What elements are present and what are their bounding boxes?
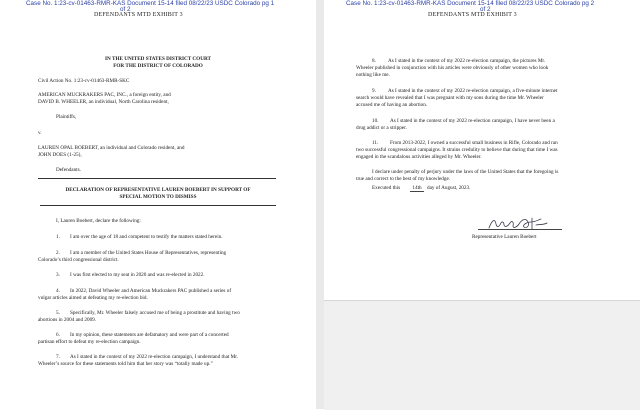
paragraph-text: From 2013-2022, I owned a successful small business in Rifle, Colorado and ran <box>390 140 558 146</box>
paragraph-text: In my opinion, these statements are defamatory and were part of a concerted <box>70 332 229 338</box>
defendant-line2: JOHN DOES (1-25), <box>38 152 82 158</box>
paragraph-text: In 2022, David Wheeler and American Muckrakers PAC published a series of <box>70 288 232 294</box>
declaration-title-line2: SPECIAL MOTION TO DISMISS <box>119 194 197 200</box>
defendants-label: Defendants. <box>56 167 81 173</box>
paragraph-number: 7. <box>56 354 60 360</box>
paragraph-text: search would have revealed that I was pregnant with my sons during the time Mr. Wheeler <box>356 95 544 101</box>
plaintiff-line2: DAVID B. WHEELER, an individual, North Carolina resident, <box>38 99 169 105</box>
declaration-title-line1: DECLARATION OF REPRESENTATIVE LAUREN BOEBERT IN SUPPORT OF <box>65 187 251 193</box>
paragraph-text: I am a member of the United States House of Representatives, representing <box>70 250 227 256</box>
paragraph-text: engaged in the scandalous activities alleged by Mr. Wheeler. <box>356 154 482 160</box>
paragraph-number: 10. <box>372 118 379 124</box>
caption-divider <box>38 178 276 179</box>
paragraph-text: I am over the age of 18 and competent to testify the matters stated herein. <box>70 234 223 240</box>
paragraph-text: Wheeler published in conjunction with his articles were obviously of other women who look <box>356 65 549 71</box>
executed-suffix: day of August, 2023. <box>427 185 471 191</box>
viewer-background <box>324 300 640 410</box>
paragraph-text: Wheeler’s source for these statements told him that her story was “totally made up.” <box>38 361 213 367</box>
paragraph-text: drug addict or a stripper. <box>356 125 407 131</box>
paragraph-text: As I stated in the context of my 2022 re-election campaign, the pictures Mr. <box>388 58 546 64</box>
paragraph-number: 6. <box>56 332 60 338</box>
paragraph-text: partisan effort to defeat my re-election campaign. <box>38 339 141 345</box>
paragraph-text: accused me of having an abortion. <box>356 102 428 108</box>
paragraph-text: As I stated in the context of my 2022 re-election campaign, a five-minute internet <box>388 88 558 94</box>
paragraph-number: 2. <box>56 250 60 256</box>
signature-caption: Representative Lauren Boebert <box>472 234 537 240</box>
plaintiff-line1: AMERICAN MUCKRAKERS PAC, INC., a foreign entity, and <box>38 92 171 98</box>
paragraph-number: 4. <box>56 288 60 294</box>
paragraph-text: Specifically, Mr. Wheeler falsely accused me of being a prostitute and having two <box>70 310 240 316</box>
document-page-1 <box>0 0 316 409</box>
court-name-line2: FOR THE DISTRICT OF COLORADO <box>113 63 203 69</box>
paragraph-number: 9. <box>372 88 376 94</box>
versus-label: v. <box>38 130 42 136</box>
paragraph-text: two successful congressional campaigns. It strains credulity to believe that during that time I was <box>356 147 558 153</box>
paragraph-text: I was first elected to my seat in 2020 and was re-elected in 2022. <box>70 272 205 278</box>
exhibit-label: DEFENDANTS MTD EXHIBIT 3 <box>428 12 517 18</box>
defendant-line1: LAUREN OPAL BOEBERT, an individual and Colorado resident, and <box>38 145 185 151</box>
paragraph-number: 3. <box>56 272 60 278</box>
court-filing-stamp: Case No. 1:23-cv-01463-RMR-KAS Document 15-14 filed 08/22/23 USDC Colorado pg 2 <box>346 0 595 7</box>
executed-day: 14th <box>410 185 424 192</box>
perjury-statement-line1: I declare under penalty of perjury under the laws of the United States that the foregoing is <box>372 169 559 175</box>
plaintiffs-label: Plaintiffs, <box>56 114 77 120</box>
declaration-intro: I, Lauren Boebert, declare the following: <box>56 218 141 224</box>
civil-action-number: Civil Action No. 1:23-cv-01463-RMR-SKC <box>38 78 130 84</box>
executed-prefix: Executed this <box>372 185 401 191</box>
exhibit-label: DEFENDANTS MTD EXHIBIT 3 <box>94 12 183 18</box>
page-gutter <box>316 0 324 409</box>
paragraph-number: 5. <box>56 310 60 316</box>
signature-line <box>478 229 562 230</box>
paragraph-number: 1. <box>56 234 60 240</box>
paragraph-text: As I stated in the context of my 2022 re-election campaign, I understand that Mr. <box>70 354 238 360</box>
paragraph-text: Colorado’s third congressional district. <box>38 257 119 263</box>
court-filing-stamp-continued: of 2 <box>120 6 131 13</box>
paragraph-text: abortions in 2004 and 2009. <box>38 317 97 323</box>
perjury-statement-line2: true and correct to the best of my knowledge. <box>356 176 451 182</box>
court-filing-stamp-continued: of 2 <box>480 6 491 13</box>
paragraph-text: vulgar articles aimed at defeating my re-election bid. <box>38 295 148 301</box>
court-filing-stamp: Case No. 1:23-cv-01463-RMR-KAS Document 15-14 filed 08/22/23 USDC Colorado pg 1 <box>26 0 275 7</box>
paragraph-text: nothing like me. <box>356 72 390 78</box>
court-name-line1: IN THE UNITED STATES DISTRICT COURT <box>105 56 211 62</box>
title-divider <box>40 205 276 206</box>
paragraph-number: 8. <box>372 58 376 64</box>
paragraph-number: 11. <box>372 140 379 146</box>
paragraph-text: As I stated in the context of my 2022 re-election campaign, I have never been a <box>390 118 555 124</box>
